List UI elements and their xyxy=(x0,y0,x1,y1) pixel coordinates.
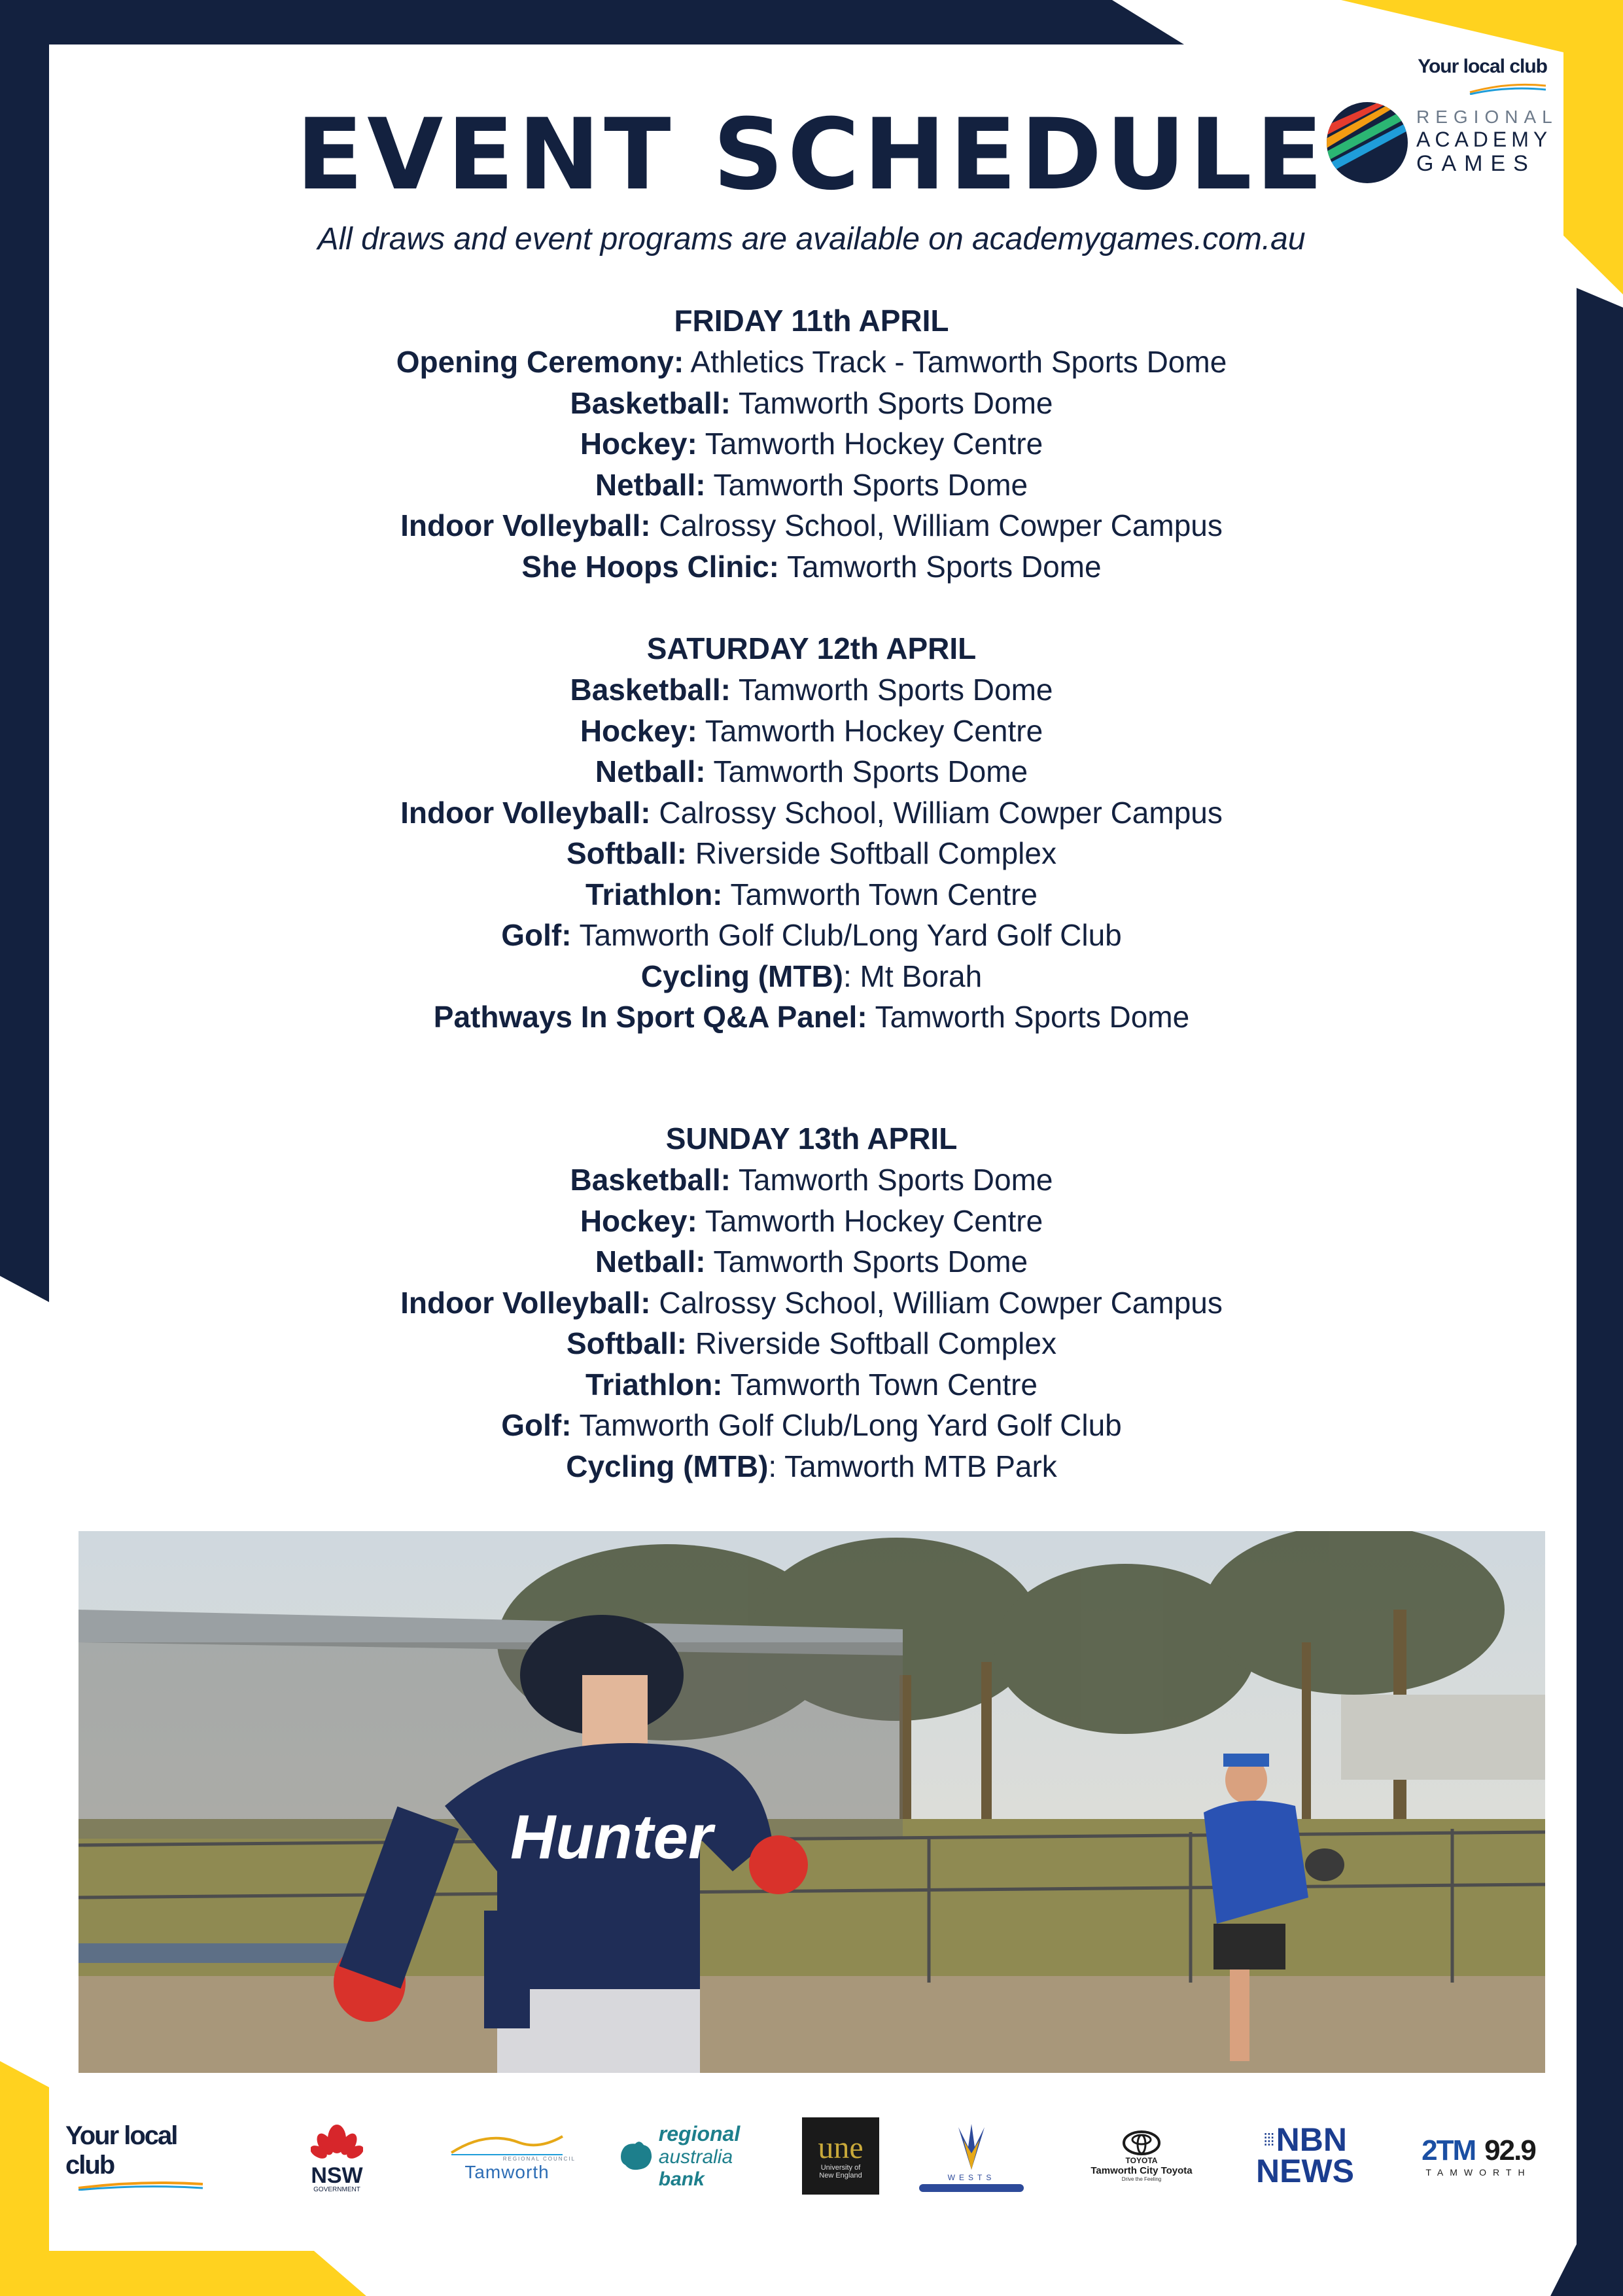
toyota-logo-icon xyxy=(1122,2130,1161,2156)
event-venue: Tamworth Sports Dome xyxy=(705,467,1028,502)
event-row xyxy=(0,833,1623,874)
event-venue: Tamworth Town Centre xyxy=(722,1367,1038,1402)
day-heading: SUNDAY 13th APRIL xyxy=(665,1122,958,1156)
sponsor-2tm-radio xyxy=(1400,2107,1557,2205)
event-sport: Netball: xyxy=(595,754,706,788)
event-sport: Hockey: xyxy=(580,427,697,461)
sponsor-une-text: une xyxy=(818,2130,864,2165)
event-sport: Softball: xyxy=(567,1326,687,1360)
event-venue: Calrossy School, William Cowper Campus xyxy=(650,1285,1223,1320)
logo-line1: REGIONAL xyxy=(1416,107,1558,127)
event-venue: Tamworth Hockey Centre xyxy=(697,427,1043,461)
event-sport: Golf: xyxy=(501,1408,572,1442)
swoosh-icon xyxy=(75,2180,206,2191)
event-sport: Cycling (MTB) xyxy=(640,959,843,993)
event-row xyxy=(0,1159,1623,1201)
event-venue: Tamworth Golf Club/Long Yard Golf Club xyxy=(571,918,1122,952)
logo-swoosh-icon xyxy=(1469,82,1547,95)
event-row xyxy=(0,997,1623,1038)
event-venue: Tamworth Town Centre xyxy=(722,877,1038,911)
sponsor-toyota-dealer: Tamworth City Toyota xyxy=(1091,2165,1193,2176)
event-row xyxy=(0,711,1623,752)
event-sport: Golf: xyxy=(501,918,572,952)
event-row xyxy=(0,342,1623,383)
sponsor-radio-line3: TAMWORTH xyxy=(1425,2167,1531,2178)
event-row xyxy=(0,423,1623,465)
jersey-text: Hunter xyxy=(510,1802,713,1872)
sponsor-logos xyxy=(65,2107,1557,2205)
event-venue: : Mt Borah xyxy=(843,959,983,993)
event-row xyxy=(0,1241,1623,1282)
sponsor-une-sub1: University of xyxy=(820,2164,861,2172)
event-sport: Hockey: xyxy=(580,1203,697,1238)
sponsor-radio-line2: 92.9 xyxy=(1484,2134,1535,2166)
event-sport: Triathlon: xyxy=(585,877,723,911)
sponsor-nbn-line1: NBN xyxy=(1276,2121,1347,2158)
sponsor-nsw xyxy=(294,2107,379,2205)
event-row xyxy=(0,1201,1623,1242)
event-venue: : Tamworth MTB Park xyxy=(768,1449,1057,1483)
event-sport: Basketball: xyxy=(570,673,731,707)
event-row xyxy=(0,1446,1623,1487)
event-venue: Tamworth Golf Club/Long Yard Golf Club xyxy=(571,1408,1122,1442)
event-venue: Tamworth Sports Dome xyxy=(705,754,1028,788)
event-venue: Tamworth Sports Dome xyxy=(730,385,1053,420)
sponsor-nsw-text: NSW xyxy=(311,2163,363,2188)
event-row xyxy=(0,1364,1623,1405)
event-row xyxy=(0,915,1623,956)
event-sport: Cycling (MTB) xyxy=(566,1449,769,1483)
event-row xyxy=(0,505,1623,546)
event-row xyxy=(0,792,1623,834)
event-venue: Tamworth Hockey Centre xyxy=(697,1203,1043,1238)
event-venue: Tamworth Sports Dome xyxy=(705,1245,1028,1279)
event-sport: Triathlon: xyxy=(585,1367,723,1402)
event-row xyxy=(0,1282,1623,1324)
sponsor-nsw-sub: GOVERNMENT xyxy=(313,2185,360,2193)
sponsor-tamworth-text: Tamworth xyxy=(464,2161,550,2182)
event-sport: Opening Ceremony: xyxy=(396,345,684,379)
sponsor-wests-text: WESTS xyxy=(947,2172,996,2182)
event-sport: Netball: xyxy=(595,467,706,502)
sponsor-toyota-tag: Drive the Feeling xyxy=(1121,2176,1162,2182)
event-row xyxy=(0,546,1623,588)
day-friday xyxy=(0,300,1623,587)
event-sport: Hockey: xyxy=(580,713,697,748)
event-row xyxy=(0,751,1623,792)
event-venue: Tamworth Sports Dome xyxy=(730,1163,1053,1197)
event-venue: Riverside Softball Complex xyxy=(686,1326,1056,1360)
sponsor-regional-australia-bank xyxy=(618,2107,775,2205)
event-sport: Netball: xyxy=(595,1245,706,1279)
event-sport: She Hoops Clinic: xyxy=(521,549,780,584)
event-row xyxy=(0,1323,1623,1364)
day-saturday xyxy=(0,628,1623,1038)
event-sport: Softball: xyxy=(567,836,687,870)
event-venue: Tamworth Hockey Centre xyxy=(697,713,1043,748)
logo-line2: ACADEMY xyxy=(1416,128,1552,151)
wests-emblem-icon xyxy=(945,2121,998,2173)
event-sport: Indoor Volleyball: xyxy=(400,508,651,542)
event-sport: Basketball: xyxy=(570,1163,731,1197)
sponsor-your-local-club-text: Your local club xyxy=(65,2121,177,2180)
sponsor-your-local-club xyxy=(65,2107,216,2205)
sponsor-toyota-text: TOYOTA xyxy=(1125,2156,1158,2165)
sponsor-tamworth-sub: REGIONAL COUNCIL xyxy=(502,2155,576,2162)
tamworth-hills-icon xyxy=(448,2130,566,2156)
sponsor-wests xyxy=(916,2107,1027,2205)
sponsor-nbn-line2: NEWS xyxy=(1256,2153,1354,2189)
event-row xyxy=(0,1405,1623,1446)
event-row xyxy=(0,669,1623,711)
australia-map-icon xyxy=(618,2136,655,2176)
page-subtitle: All draws and event programs are available on academygames.com.au xyxy=(317,222,1306,256)
page-title: EVENT SCHEDULE xyxy=(296,98,1327,212)
sponsor-une xyxy=(801,2107,880,2205)
event-venue: Tamworth Sports Dome xyxy=(867,1000,1190,1034)
event-venue: Tamworth Sports Dome xyxy=(779,549,1102,584)
nbn-dots-icon: ⁞⁞⁞ xyxy=(1263,2130,1274,2149)
sponsor-rab-line2a: australia xyxy=(658,2146,733,2168)
sponsor-une-sub2: New England xyxy=(819,2172,862,2180)
event-venue: Calrossy School, William Cowper Campus xyxy=(650,795,1223,830)
event-venue: Athletics Track - Tamworth Sports Dome xyxy=(684,345,1227,379)
sponsor-toyota xyxy=(1073,2107,1210,2205)
day-sunday xyxy=(0,1118,1623,1487)
sponsor-tamworth xyxy=(432,2107,582,2205)
day-heading: SATURDAY 12th APRIL xyxy=(646,631,977,665)
event-venue: Calrossy School, William Cowper Campus xyxy=(650,508,1223,542)
event-row xyxy=(0,465,1623,506)
sponsor-rab-line2b: bank xyxy=(658,2168,705,2190)
event-venue: Tamworth Sports Dome xyxy=(730,673,1053,707)
event-venue: Riverside Softball Complex xyxy=(686,836,1056,870)
day-heading: FRIDAY 11th APRIL xyxy=(674,304,949,338)
sponsor-radio-line1: 2TM xyxy=(1422,2134,1476,2166)
sponsor-nbn-news xyxy=(1243,2107,1367,2205)
event-sport: Indoor Volleyball: xyxy=(400,795,651,830)
event-sport: Pathways In Sport Q&A Panel: xyxy=(433,1000,867,1034)
event-sport: Basketball: xyxy=(570,385,731,420)
logo-tagline: Your local club xyxy=(1418,56,1547,77)
event-row xyxy=(0,956,1623,997)
event-row xyxy=(0,874,1623,915)
sponsor-rab-line1: regional xyxy=(658,2121,741,2146)
event-row xyxy=(0,383,1623,424)
logo-line3: GAMES xyxy=(1416,151,1536,176)
softball-photo xyxy=(79,1531,1545,2073)
event-sport: Indoor Volleyball: xyxy=(400,1285,651,1320)
waratah-icon xyxy=(311,2119,363,2165)
